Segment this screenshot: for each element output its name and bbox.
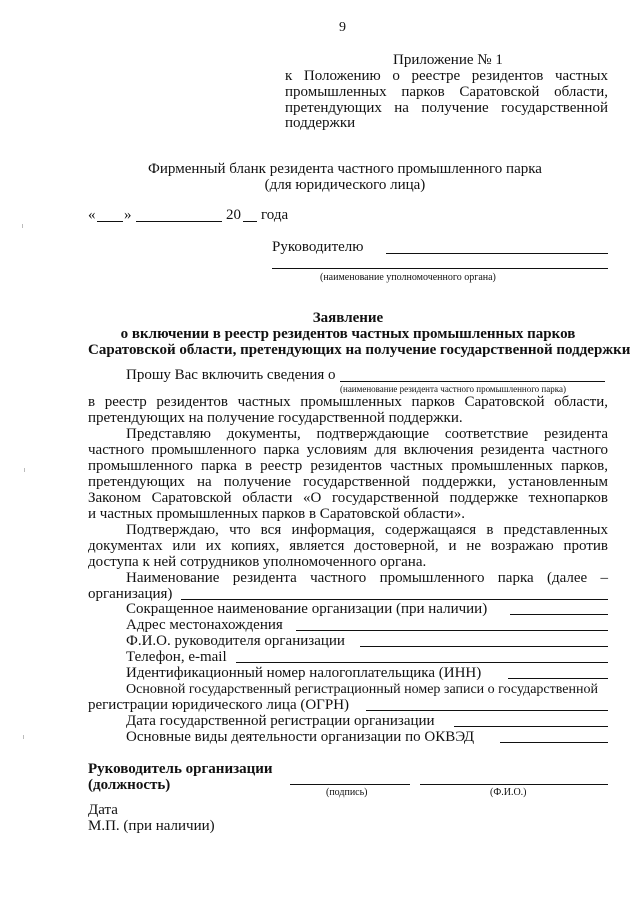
paragraph-3-line-3: доступа к ней сотрудников уполномоченного органа. — [88, 554, 427, 570]
letterhead-subtitle: (для юридического лица) — [264, 177, 426, 193]
date-month-blank[interactable] — [136, 221, 222, 222]
resident-name-field[interactable] — [340, 381, 605, 382]
field-okved-label: Основные виды деятельности организации по ОКВЭД — [126, 729, 475, 745]
stamp-label: М.П. (при наличии) — [88, 818, 215, 834]
addressee-caption: (наименование уполномоченного органа) — [320, 272, 496, 283]
signature-caption: (подпись) — [326, 787, 368, 798]
paragraph-2-line-2: частного промышленного парка условиям для включения резидента частного — [88, 442, 608, 458]
signature-position-label: (должность) — [88, 777, 171, 793]
field-ogrn-label-1: Основной государственный регистрационный номер записи о государственной — [126, 682, 598, 697]
addressee-label: Руководителю — [272, 239, 364, 255]
field-name-input[interactable] — [181, 599, 608, 600]
paragraph-1-line-1: в реестр резидентов частных промышленных парков Саратовской области, — [88, 394, 608, 410]
statement-subtitle-1: о включении в реестр резидентов частных промышленных парков — [120, 326, 576, 342]
field-phone-label: Телефон, e-mail — [126, 649, 227, 665]
request-prefix: Прошу Вас включить сведения о — [126, 367, 336, 383]
field-reg-date-input[interactable] — [454, 726, 608, 727]
field-address-input[interactable] — [296, 630, 608, 631]
appendix-title: Приложение № 1 — [393, 52, 503, 68]
scan-speck — [23, 735, 24, 739]
date-open-quote: « — [88, 207, 96, 223]
field-okved-input[interactable] — [500, 742, 608, 743]
addressee-field[interactable] — [386, 253, 608, 254]
statement-title: Заявление — [312, 310, 384, 326]
letterhead-title: Фирменный бланк резидента частного промышленного парка — [148, 161, 542, 177]
field-name-label-2: организация) — [88, 586, 173, 602]
scan-speck — [24, 468, 25, 472]
appendix-line-2: промышленных парков Саратовской области, — [285, 84, 608, 100]
field-head-name-label: Ф.И.О. руководителя организации — [126, 633, 345, 649]
date-year-suffix: года — [261, 207, 289, 223]
appendix-line-4: поддержки — [285, 115, 356, 131]
appendix-line-3: претендующих на получение государственной — [285, 100, 608, 116]
signature-head-label: Руководитель организации — [88, 761, 273, 777]
date-label: Дата — [88, 802, 118, 818]
field-reg-date-label: Дата государственной регистрации организации — [126, 713, 435, 729]
paragraph-2-line-3: промышленного парка в реестр резидентов частных промышленных парков, — [88, 458, 608, 474]
date-day-blank[interactable] — [97, 221, 123, 222]
scan-speck — [22, 224, 23, 228]
field-ogrn-input[interactable] — [366, 710, 608, 711]
field-inn-input[interactable] — [508, 678, 608, 679]
fio-line[interactable] — [420, 784, 608, 785]
date-year-prefix: 20 — [226, 207, 241, 223]
page-number: 9 — [339, 20, 346, 35]
date-year-blank[interactable] — [243, 221, 257, 222]
paragraph-2-line-1: Представляю документы, подтверждающие соответствие резидента — [126, 426, 608, 442]
paragraph-3-line-2: документах или их копиях, является достоверной, и не возражаю против — [88, 538, 608, 554]
paragraph-3-line-1: Подтверждаю, что вся информация, содержащаяся в представленных — [126, 522, 608, 538]
paragraph-2-line-4: претендующих на получение государственной поддержки, установленным — [88, 474, 608, 490]
paragraph-2-line-6: и частных промышленных парков в Саратовской области». — [88, 506, 465, 522]
field-head-name-input[interactable] — [360, 646, 608, 647]
appendix-line-1: к Положению о реестре резидентов частных — [285, 68, 608, 84]
fio-caption: (Ф.И.О.) — [490, 787, 527, 798]
field-address-label: Адрес местонахождения — [126, 617, 283, 633]
addressee-field-line-2[interactable] — [272, 268, 608, 269]
signature-line[interactable] — [290, 784, 410, 785]
paragraph-1-line-2: претендующих на получение государственной поддержки. — [88, 410, 463, 426]
paragraph-2-line-5: Законом Саратовской области «О государственной поддержке технопарков — [88, 490, 608, 506]
field-inn-label: Идентификационный номер налогоплательщика (ИНН) — [126, 665, 482, 681]
field-name-label-1: Наименование резидента частного промышленного парка (далее – — [126, 570, 608, 586]
date-close-quote: » — [124, 207, 132, 223]
resident-name-caption: (наименование резидента частного промышленного парка) — [340, 384, 566, 394]
field-phone-input[interactable] — [236, 662, 608, 663]
statement-subtitle-2: Саратовской области, претендующих на получение государственной поддержки — [88, 342, 631, 358]
field-ogrn-label-2: регистрации юридического лица (ОГРН) — [88, 697, 350, 713]
field-short-name-label: Сокращенное наименование организации (при наличии) — [126, 601, 488, 617]
field-short-name-input[interactable] — [510, 614, 608, 615]
